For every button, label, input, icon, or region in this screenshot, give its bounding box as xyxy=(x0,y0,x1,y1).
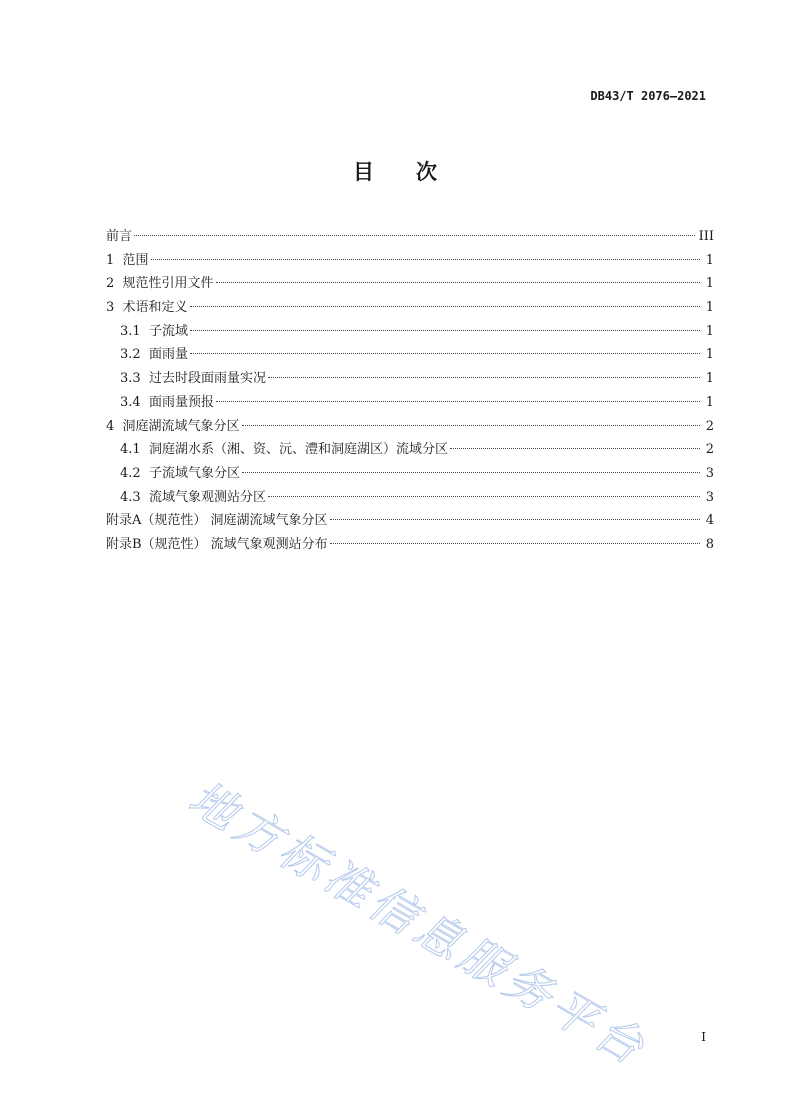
toc-entry-page: 2 xyxy=(705,442,714,458)
toc-entry-label: 洞庭湖水系（湘、资、沅、澧和洞庭湖区）流域分区 xyxy=(148,442,448,458)
toc-entry-appendix-b[interactable] xyxy=(106,533,714,557)
dot-leader xyxy=(268,377,700,378)
toc-entry-zoning[interactable]: 4 洞庭湖流域气象分区 2 xyxy=(106,415,714,439)
toc-entry-label: 附录B（规范性） 流域气象观测站分布 xyxy=(106,536,328,552)
toc-entry-3-3[interactable]: 3.3 过去时段面雨量实况 1 xyxy=(106,367,714,391)
toc-entry-page: 1 xyxy=(705,276,714,292)
toc-entry-page: 1 xyxy=(705,252,714,268)
toc-entry-normative-references[interactable]: 2 规范性引用文件 1 xyxy=(106,272,714,296)
toc-title-left: 目 xyxy=(353,160,376,184)
toc-entry-4-2[interactable]: 4.2 子流域气象分区 3 xyxy=(106,462,714,486)
toc-entry-page: 2 xyxy=(705,418,714,434)
toc-entry-page: 8 xyxy=(705,536,714,552)
toc-entry-page: 3 xyxy=(705,489,714,505)
toc-entry-page: 4 xyxy=(705,513,714,529)
dot-leader xyxy=(330,519,700,520)
toc-entry-label: 术语和定义 xyxy=(122,300,188,316)
dot-leader xyxy=(190,353,700,354)
dot-leader xyxy=(268,496,700,497)
toc-entry-3-2[interactable]: 3.2 面雨量 1 xyxy=(106,343,714,367)
toc-entry-page: 1 xyxy=(705,394,714,410)
toc-entry-3-4[interactable]: 3.4 面雨量预报 1 xyxy=(106,391,714,415)
toc-entry-page: III xyxy=(698,229,714,244)
toc-entry-page: 3 xyxy=(705,465,714,481)
toc-title xyxy=(0,156,792,186)
toc-entry-label: 面雨量 xyxy=(148,347,188,363)
toc-entry-label: 规范性引用文件 xyxy=(122,276,214,292)
dot-leader xyxy=(242,425,700,426)
table-of-contents xyxy=(106,225,714,557)
document-code: DB43/T 2076—2021 xyxy=(590,89,706,103)
toc-entry-page: 1 xyxy=(705,300,714,316)
dot-leader xyxy=(242,472,700,473)
toc-entry-page: 1 xyxy=(705,347,714,363)
toc-entry-page: 1 xyxy=(705,371,714,387)
toc-entry-4-1[interactable]: 4.1 洞庭湖水系（湘、资、沅、澧和洞庭湖区）流域分区 2 xyxy=(106,438,714,462)
dot-leader xyxy=(330,543,700,544)
toc-entry-label: 子流域气象分区 xyxy=(148,465,240,481)
toc-entry-label: 范围 xyxy=(122,252,149,268)
toc-entry-label: 洞庭湖流域气象分区 xyxy=(122,418,240,434)
dot-leader xyxy=(450,448,700,449)
toc-entry-appendix-a[interactable] xyxy=(106,509,714,533)
toc-entry-terms[interactable]: 3 术语和定义 1 xyxy=(106,296,714,320)
toc-entry-label: 面雨量预报 xyxy=(148,394,214,410)
toc-entry-foreword[interactable] xyxy=(106,225,714,249)
dot-leader xyxy=(190,330,700,331)
toc-entry-4-3[interactable]: 4.3 流域气象观测站分区 3 xyxy=(106,486,714,510)
dot-leader xyxy=(216,282,700,283)
toc-entry-label: 流域气象观测站分区 xyxy=(148,489,266,505)
toc-title-right: 次 xyxy=(416,160,439,184)
toc-entry-3-1[interactable]: 3.1 子流域 1 xyxy=(106,320,714,344)
watermark: 地方标准信息服务平台 xyxy=(180,770,658,1077)
toc-entry-label: 子流域 xyxy=(148,323,188,339)
toc-entry-label: 过去时段面雨量实况 xyxy=(148,371,266,387)
toc-entry-page: 1 xyxy=(705,323,714,339)
page-number: I xyxy=(701,1030,706,1044)
toc-entry-scope[interactable]: 1 范围 1 xyxy=(106,249,714,273)
dot-leader xyxy=(134,235,695,236)
dot-leader xyxy=(216,401,700,402)
toc-entry-label: 附录A（规范性） 洞庭湖流域气象分区 xyxy=(106,513,328,529)
dot-leader xyxy=(190,306,700,307)
toc-entry-label: 前言 xyxy=(106,229,133,244)
dot-leader xyxy=(151,259,700,260)
